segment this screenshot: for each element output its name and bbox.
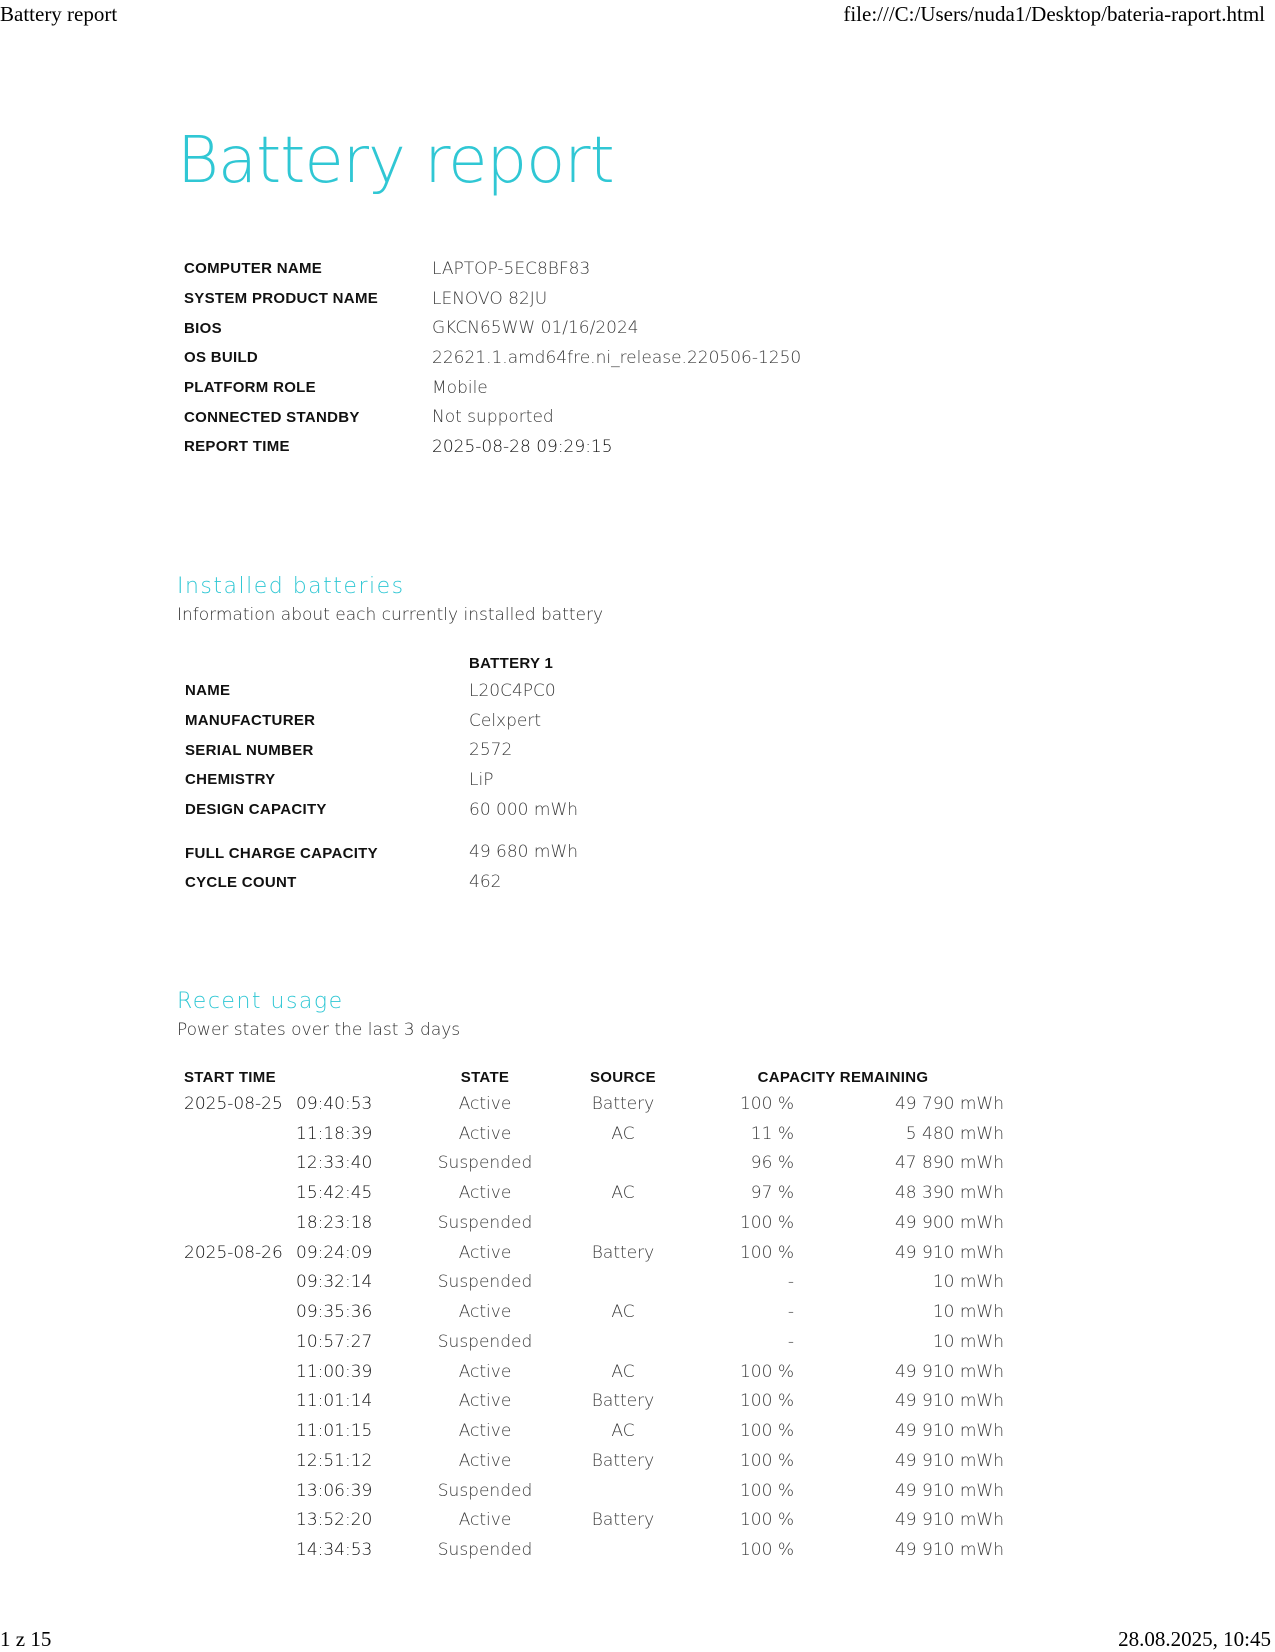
usage-time: 18:23:18 — [296, 1212, 373, 1233]
usage-capacity-percent: 100 % — [739, 1242, 794, 1263]
usage-date — [184, 1535, 296, 1565]
battery-detail-row — [185, 706, 753, 736]
system-info-value: Not supported — [432, 407, 554, 428]
usage-row — [184, 1416, 1004, 1446]
system-info-value: LAPTOP-5EC8BF83 — [432, 258, 591, 279]
system-info-row — [184, 432, 801, 462]
usage-row — [184, 1297, 1004, 1327]
usage-date — [184, 1446, 296, 1476]
battery-detail-value: LiP — [469, 769, 494, 790]
usage-source: Battery — [591, 1093, 655, 1114]
usage-date — [184, 1506, 296, 1536]
print-footer-page-number: 1 z 15 — [0, 1627, 52, 1651]
usage-time: 12:51:12 — [296, 1450, 373, 1471]
print-header-url: file:///C:/Users/nuda1/Desktop/bateria-raport.html — [843, 2, 1265, 26]
usage-time: 11:01:15 — [296, 1421, 373, 1442]
usage-state: Active — [458, 1093, 512, 1114]
usage-capacity-percent: 100 % — [739, 1391, 794, 1412]
recent-usage-table — [184, 1065, 1004, 1565]
battery-header-row — [185, 650, 753, 676]
usage-state: Active — [458, 1391, 512, 1412]
battery-column-header: BATTERY 1 — [469, 654, 554, 672]
usage-source: Battery — [591, 1391, 655, 1412]
usage-time: 09:40:53 — [296, 1093, 373, 1114]
usage-capacity-mwh: 48 390 mWh — [894, 1183, 1004, 1204]
usage-date — [184, 1416, 296, 1446]
usage-time: 11:18:39 — [296, 1123, 373, 1144]
usage-row — [184, 1446, 1004, 1476]
usage-capacity-mwh: 10 mWh — [932, 1331, 1004, 1352]
usage-source — [564, 1149, 682, 1179]
usage-time: 09:35:36 — [296, 1302, 373, 1323]
usage-capacity-mwh: 10 mWh — [932, 1272, 1004, 1293]
usage-date — [184, 1327, 296, 1357]
usage-capacity-mwh: 49 910 mWh — [894, 1540, 1004, 1561]
usage-row — [184, 1208, 1004, 1238]
system-info-row — [184, 343, 801, 373]
usage-date — [184, 1149, 296, 1179]
usage-date — [184, 1297, 296, 1327]
usage-state: Active — [458, 1450, 512, 1471]
usage-state: Suspended — [437, 1272, 533, 1293]
usage-capacity-percent: 97 % — [750, 1183, 794, 1204]
battery-detail-row — [185, 795, 753, 825]
usage-capacity-percent: 100 % — [739, 1093, 794, 1114]
usage-source — [564, 1476, 682, 1506]
installed-batteries-heading: Installed batteries — [177, 574, 405, 599]
battery-detail-label: DESIGN CAPACITY — [185, 801, 327, 819]
usage-source: AC — [611, 1183, 635, 1204]
installed-batteries-subtitle: Information about each currently installed battery — [177, 605, 604, 625]
usage-row — [184, 1149, 1004, 1179]
usage-time: 09:24:09 — [296, 1242, 373, 1263]
system-info-label: BIOS — [184, 319, 222, 337]
usage-state: Active — [458, 1183, 512, 1204]
usage-row — [184, 1506, 1004, 1536]
battery-detail-row — [185, 676, 753, 706]
usage-capacity-percent: 96 % — [750, 1153, 794, 1174]
battery-detail-label: MANUFACTURER — [185, 712, 316, 730]
recent-usage-body — [184, 1089, 1004, 1565]
usage-source — [564, 1208, 682, 1238]
system-info-row — [184, 254, 801, 284]
recent-usage-heading: Recent usage — [177, 989, 344, 1014]
system-info-table — [184, 254, 801, 462]
column-header-start-time: START TIME — [184, 1068, 276, 1086]
battery-detail-value: L20C4PC0 — [469, 680, 556, 701]
usage-capacity-mwh: 49 910 mWh — [894, 1421, 1004, 1442]
usage-date — [184, 1357, 296, 1387]
usage-capacity-percent: - — [787, 1331, 794, 1352]
system-info-value: GKCN65WW 01/16/2024 — [432, 318, 639, 339]
battery-detail-label: NAME — [185, 682, 231, 700]
usage-capacity-percent: 100 % — [739, 1480, 794, 1501]
battery-detail-row — [185, 765, 753, 795]
usage-capacity-mwh: 49 900 mWh — [894, 1212, 1004, 1233]
usage-capacity-percent: - — [787, 1272, 794, 1293]
usage-source — [564, 1268, 682, 1298]
usage-source: AC — [611, 1302, 635, 1323]
usage-row — [184, 1535, 1004, 1565]
usage-time: 09:32:14 — [296, 1272, 373, 1293]
system-info-row — [184, 402, 801, 432]
usage-time: 13:52:20 — [296, 1510, 373, 1531]
battery-detail-value: 2572 — [469, 740, 513, 761]
usage-date — [184, 1476, 296, 1506]
usage-capacity-mwh: 49 910 mWh — [894, 1510, 1004, 1531]
usage-time: 13:06:39 — [296, 1480, 373, 1501]
usage-capacity-mwh: 49 910 mWh — [894, 1480, 1004, 1501]
battery-detail-value: 462 — [469, 872, 502, 893]
usage-capacity-mwh: 49 790 mWh — [894, 1093, 1004, 1114]
usage-row — [184, 1476, 1004, 1506]
system-info-label: CONNECTED STANDBY — [184, 408, 360, 426]
system-info-value: LENOVO 82JU — [432, 288, 548, 309]
usage-capacity-mwh: 49 910 mWh — [894, 1361, 1004, 1382]
usage-state: Active — [458, 1302, 512, 1323]
usage-time: 11:01:14 — [296, 1391, 373, 1412]
usage-state: Suspended — [437, 1480, 533, 1501]
usage-capacity-percent: 100 % — [739, 1510, 794, 1531]
usage-capacity-mwh: 5 480 mWh — [905, 1123, 1004, 1144]
usage-state: Active — [458, 1510, 512, 1531]
column-header-source: SOURCE — [590, 1068, 656, 1086]
battery-detail-value: 60 000 mWh — [469, 799, 579, 820]
usage-row — [184, 1357, 1004, 1387]
system-info-label: OS BUILD — [184, 349, 259, 367]
usage-row — [184, 1327, 1004, 1357]
recent-usage-header-row — [184, 1065, 1004, 1089]
usage-source: AC — [611, 1361, 635, 1382]
battery-header-spacer — [185, 650, 469, 676]
usage-row — [184, 1089, 1004, 1119]
installed-batteries-body — [185, 650, 753, 897]
usage-capacity-mwh: 47 890 mWh — [894, 1153, 1004, 1174]
print-header-title: Battery report — [0, 2, 118, 26]
usage-source: Battery — [591, 1510, 655, 1531]
usage-source — [564, 1535, 682, 1565]
battery-detail-row — [185, 735, 753, 765]
usage-time: 12:33:40 — [296, 1153, 373, 1174]
usage-state: Active — [458, 1421, 512, 1442]
usage-state: Suspended — [437, 1212, 533, 1233]
usage-date — [184, 1387, 296, 1417]
usage-capacity-mwh: 49 910 mWh — [894, 1450, 1004, 1471]
usage-state: Suspended — [437, 1331, 533, 1352]
usage-row — [184, 1268, 1004, 1298]
usage-source: Battery — [591, 1242, 655, 1263]
system-info-label: COMPUTER NAME — [184, 260, 323, 278]
usage-date — [184, 1268, 296, 1298]
usage-date: 2025-08-26 — [184, 1242, 283, 1263]
usage-state: Active — [458, 1123, 512, 1144]
battery-detail-row — [185, 824, 753, 867]
system-info-value: Mobile — [432, 377, 488, 398]
column-header-state: STATE — [460, 1068, 510, 1086]
battery-detail-label: CHEMISTRY — [185, 771, 276, 789]
usage-state: Active — [458, 1361, 512, 1382]
usage-row — [184, 1119, 1004, 1149]
usage-source — [564, 1327, 682, 1357]
usage-capacity-percent: - — [787, 1302, 794, 1323]
usage-source: Battery — [591, 1450, 655, 1471]
column-header-capacity-remaining: CAPACITY REMAINING — [757, 1068, 929, 1086]
usage-date: 2025-08-25 — [184, 1093, 283, 1114]
usage-time: 14:34:53 — [296, 1540, 373, 1561]
print-footer-timestamp: 28.08.2025, 10:45 — [1118, 1627, 1271, 1651]
usage-source: AC — [611, 1123, 635, 1144]
usage-capacity-percent: 100 % — [739, 1212, 794, 1233]
battery-detail-label: FULL CHARGE CAPACITY — [185, 845, 378, 863]
usage-state: Suspended — [437, 1540, 533, 1561]
system-info-label: PLATFORM ROLE — [184, 379, 316, 397]
battery-detail-value: Celxpert — [469, 710, 542, 731]
system-info-row — [184, 313, 801, 343]
usage-state: Active — [458, 1242, 512, 1263]
system-info-row — [184, 284, 801, 314]
usage-capacity-mwh: 49 910 mWh — [894, 1391, 1004, 1412]
usage-capacity-percent: 100 % — [739, 1450, 794, 1471]
battery-detail-row — [185, 867, 753, 897]
usage-row — [184, 1178, 1004, 1208]
installed-batteries-table — [185, 650, 753, 897]
system-info-row — [184, 373, 801, 403]
usage-capacity-percent: 100 % — [739, 1421, 794, 1442]
system-info-value: 2025-08-28 09:29:15 — [432, 436, 613, 457]
usage-capacity-percent: 11 % — [750, 1123, 794, 1144]
usage-time: 11:00:39 — [296, 1361, 373, 1382]
recent-usage-subtitle: Power states over the last 3 days — [177, 1020, 461, 1040]
system-info-label: REPORT TIME — [184, 438, 290, 456]
usage-capacity-mwh: 10 mWh — [932, 1302, 1004, 1323]
usage-date — [184, 1178, 296, 1208]
usage-row — [184, 1238, 1004, 1268]
usage-capacity-percent: 100 % — [739, 1540, 794, 1561]
usage-capacity-percent: 100 % — [739, 1361, 794, 1382]
battery-detail-value: 49 680 mWh — [469, 842, 579, 863]
usage-date — [184, 1208, 296, 1238]
usage-time: 15:42:45 — [296, 1183, 373, 1204]
usage-time: 10:57:27 — [296, 1331, 373, 1352]
system-info-body — [184, 254, 801, 462]
system-info-value: 22621.1.amd64fre.ni_release.220506-1250 — [432, 347, 802, 368]
system-info-label: SYSTEM PRODUCT NAME — [184, 290, 379, 308]
usage-source: AC — [611, 1421, 635, 1442]
usage-state: Suspended — [437, 1153, 533, 1174]
usage-capacity-mwh: 49 910 mWh — [894, 1242, 1004, 1263]
battery-detail-label: SERIAL NUMBER — [185, 741, 314, 759]
battery-detail-label: CYCLE COUNT — [185, 873, 297, 891]
report-title: Battery report — [177, 124, 614, 198]
usage-row — [184, 1387, 1004, 1417]
usage-date — [184, 1119, 296, 1149]
